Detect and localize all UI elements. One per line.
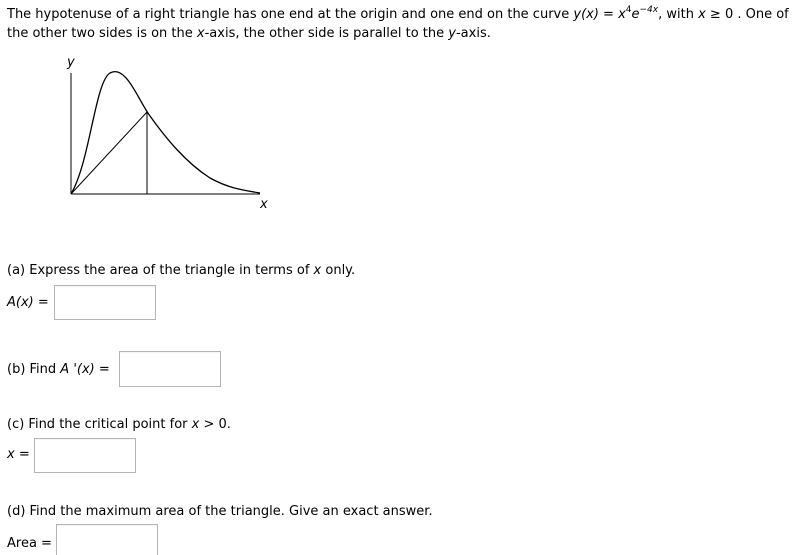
part-d-answer-input[interactable] (56, 524, 158, 555)
triangle-figure (60, 52, 280, 217)
part-d-answer-label: Area = (7, 536, 52, 551)
hypotenuse (71, 112, 147, 194)
x-axis-label: x (260, 197, 268, 212)
part-b-question: (b) Find A '(x) = (7, 362, 110, 377)
y-axis-label: y (67, 55, 75, 70)
part-a-question: (a) Express the area of the triangle in terms of x only. (7, 263, 356, 278)
part-c-question: (c) Find the critical point for x > 0. (7, 417, 231, 432)
part-d-question: (d) Find the maximum area of the triangle. Give an exact answer. (7, 504, 433, 519)
part-a-answer-label: A(x) = (7, 295, 49, 310)
part-b-answer-input[interactable] (119, 351, 221, 387)
problem-line-2: the other two sides is on the x-axis, the other side is parallel to the y-axis. (7, 26, 491, 41)
problem-statement (7, 5, 802, 43)
part-a-answer-input[interactable] (54, 285, 156, 320)
part-c-answer-input[interactable] (34, 438, 136, 473)
curve (71, 72, 260, 194)
function-name: y(x) (573, 7, 599, 22)
part-c-answer-label: x = (7, 447, 30, 462)
problem-line-1: The hypotenuse of a right triangle has one end at the origin and one end on the curve $y(x) = x^4e^{-4x}$, with x ≥ 0 . One of (7, 5, 789, 22)
